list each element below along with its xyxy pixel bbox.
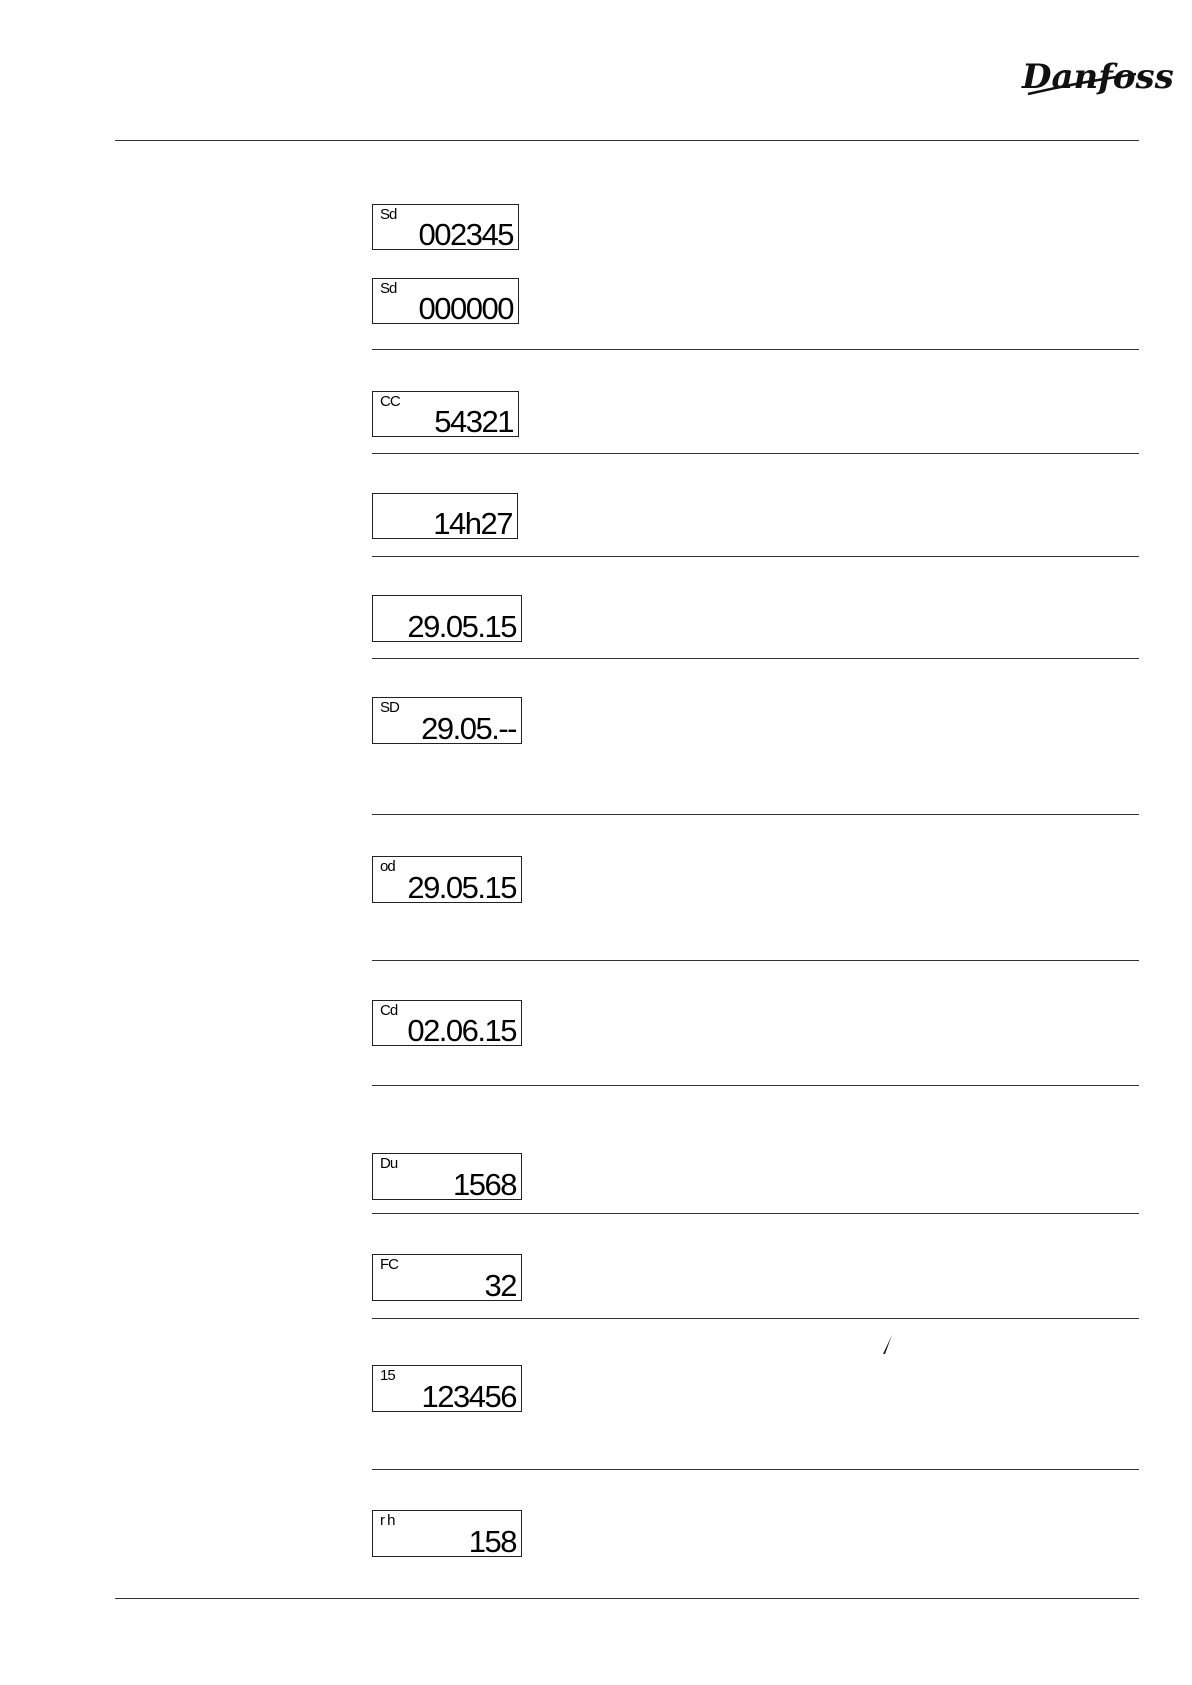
lcd-display (372, 595, 522, 642)
lcd-value: 29.05.15 (407, 870, 516, 905)
section-divider (372, 1318, 1139, 1319)
lcd-value: 02.06.15 (407, 1013, 516, 1048)
lcd-display (372, 278, 519, 324)
section-divider (372, 1469, 1139, 1470)
lcd-display (372, 391, 519, 437)
header-rule (115, 140, 1139, 141)
lcd-value: 1568 (453, 1167, 516, 1202)
lcd-display (372, 493, 518, 539)
section-divider (372, 349, 1139, 350)
lcd-value: 54321 (434, 404, 513, 439)
lcd-value: 158 (468, 1524, 516, 1559)
lcd-code: FC (380, 1256, 398, 1273)
lcd-code: Sd (380, 206, 397, 223)
lcd-value: 000000 (418, 291, 513, 326)
lcd-display (372, 1000, 522, 1046)
footer-rule (115, 1598, 1139, 1599)
lcd-value: 123456 (421, 1379, 516, 1414)
lcd-display (372, 697, 522, 744)
section-divider (372, 1085, 1139, 1086)
lcd-value: 29.05.-- (421, 711, 516, 746)
section-divider (372, 1213, 1139, 1214)
lcd-value: 32 (484, 1268, 516, 1303)
lcd-code: Du (380, 1155, 398, 1172)
pen-mark-icon (880, 1334, 894, 1361)
lcd-value: 14h27 (433, 506, 512, 541)
section-divider (372, 453, 1139, 454)
lcd-code: 15 (380, 1367, 395, 1384)
section-divider (372, 556, 1139, 557)
lcd-display (372, 1153, 522, 1200)
section-divider (372, 658, 1139, 659)
lcd-value: 002345 (418, 217, 513, 252)
logo-text: Danfoss (1022, 57, 1174, 97)
danfoss-logo (1020, 52, 1174, 105)
lcd-code: od (380, 858, 395, 875)
section-divider (372, 960, 1139, 961)
lcd-display (372, 1254, 522, 1301)
lcd-code: r h (380, 1512, 395, 1529)
lcd-display (372, 1365, 522, 1412)
lcd-display (372, 204, 519, 250)
lcd-code: SD (380, 699, 399, 716)
section-divider (372, 814, 1139, 815)
lcd-code: CC (380, 393, 400, 410)
lcd-code: Cd (380, 1002, 398, 1019)
lcd-value: 29.05.15 (407, 609, 516, 644)
lcd-code: Sd (380, 280, 397, 297)
lcd-display (372, 1510, 522, 1557)
lcd-display (372, 856, 522, 903)
